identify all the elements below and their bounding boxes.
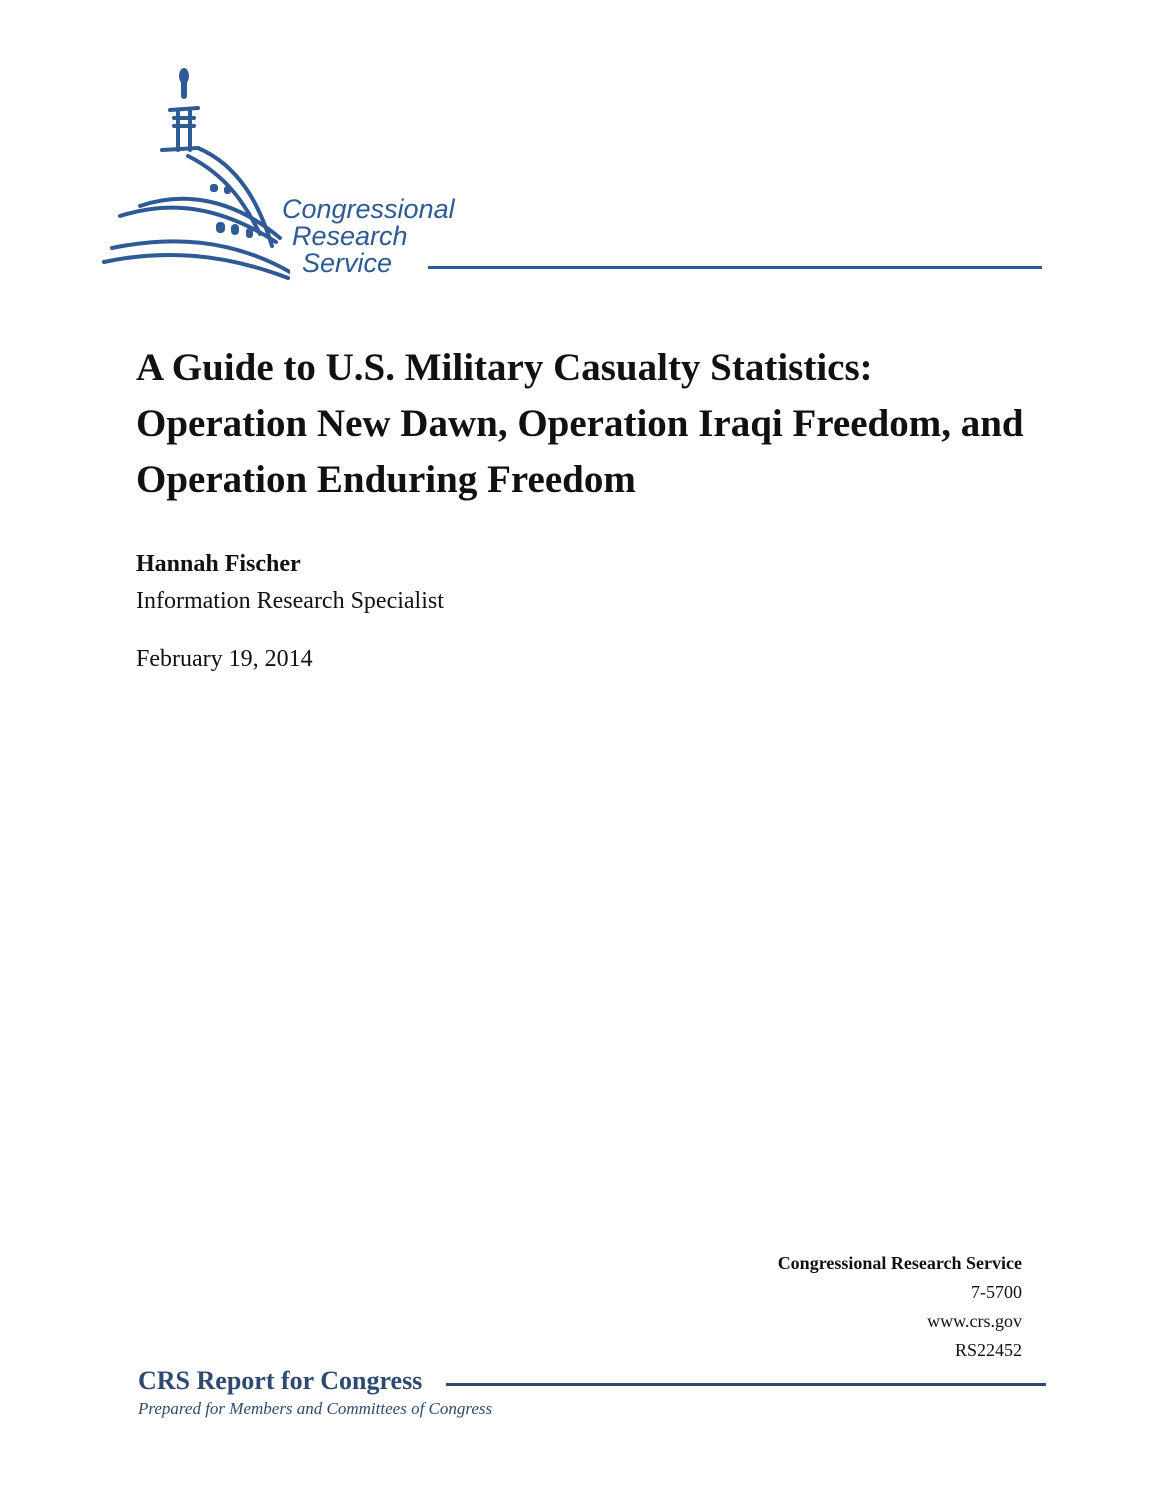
logo-line-1: Congressional xyxy=(282,194,455,224)
capitol-dome-icon xyxy=(100,66,290,281)
report-date: February 19, 2014 xyxy=(136,646,313,672)
report-title: A Guide to U.S. Military Casualty Statistics: Operation New Dawn, Operation Iraqi Freedom, and Operation Enduring Freedom xyxy=(136,346,1024,501)
meta-organization: Congressional Research Service xyxy=(777,1253,1022,1273)
author-name: Hannah Fischer xyxy=(136,551,301,577)
logo-line-3: Service xyxy=(302,248,393,278)
header-divider xyxy=(428,266,1042,269)
meta-website: www.crs.gov xyxy=(927,1311,1022,1331)
footer-title: CRS Report for Congress xyxy=(138,1366,423,1395)
logo-wordmark xyxy=(282,196,455,277)
footer-subtitle: Prepared for Members and Committees of Congress xyxy=(138,1399,493,1418)
meta-code: 7-5700 xyxy=(971,1282,1022,1302)
footer-divider xyxy=(446,1383,1046,1386)
report-meta xyxy=(778,1249,1022,1365)
author-role: Information Research Specialist xyxy=(136,588,444,614)
logo-line-2: Research xyxy=(292,221,408,251)
meta-report-number: RS22452 xyxy=(954,1340,1022,1360)
